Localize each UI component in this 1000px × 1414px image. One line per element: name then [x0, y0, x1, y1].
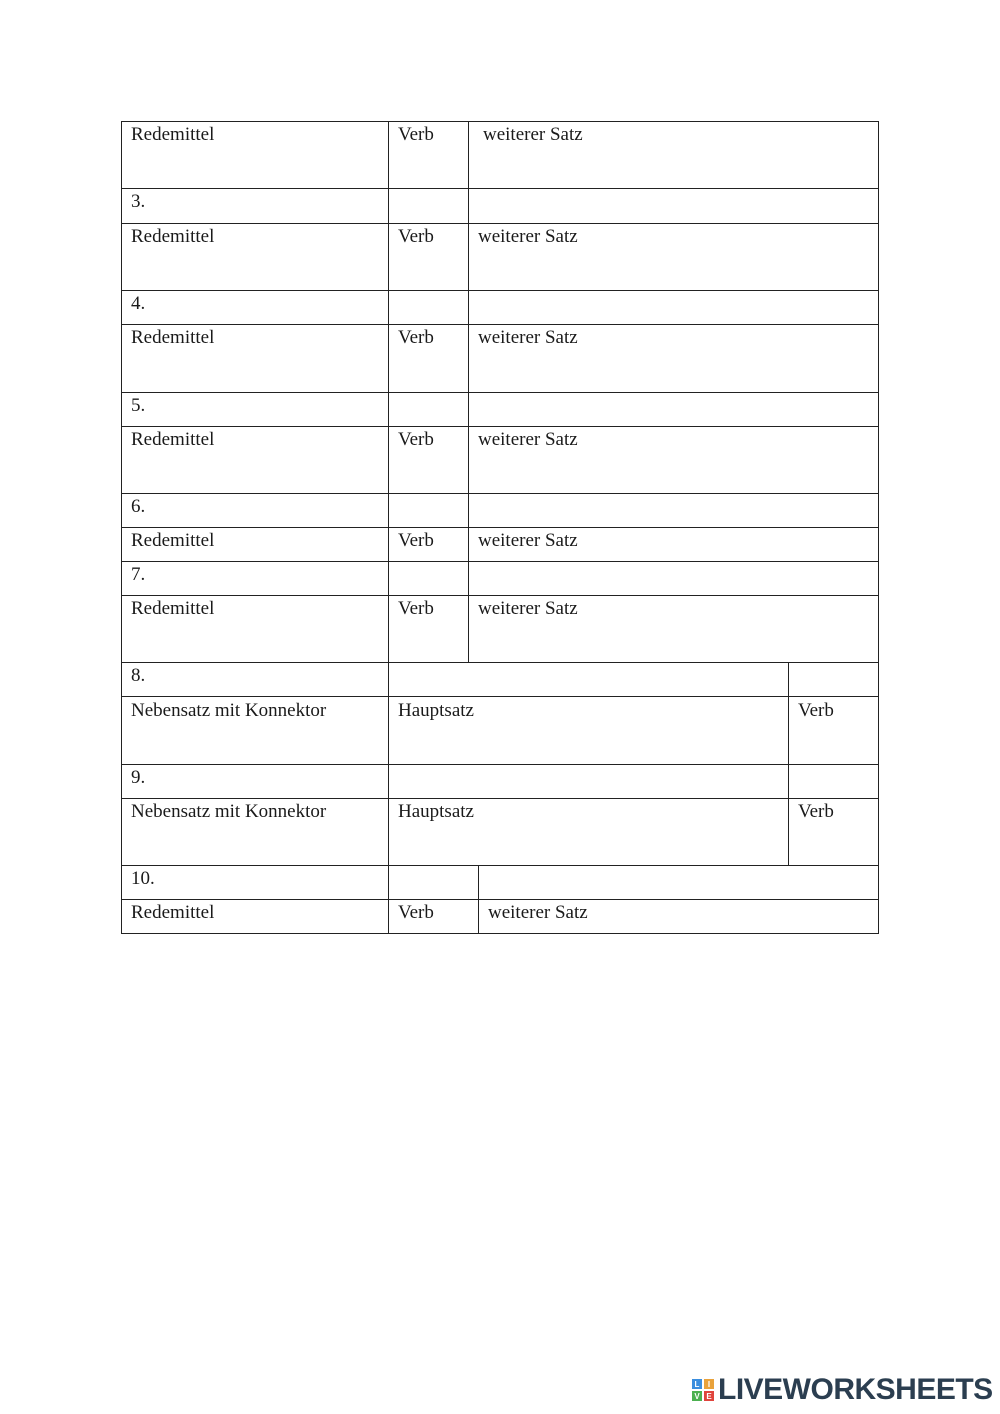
row-divider: [122, 426, 878, 427]
weiterer-satz-label: weiterer Satz: [478, 429, 578, 450]
item-number: 8.: [131, 665, 146, 686]
row-divider: [122, 696, 878, 697]
weiterer-satz-label: weiterer Satz: [488, 902, 588, 923]
item-number: 9.: [131, 767, 146, 788]
row-divider: [122, 764, 878, 765]
row-divider: [122, 324, 878, 325]
logo-letter-icon: V: [692, 1391, 702, 1401]
redemittel-label: Redemittel: [131, 327, 215, 348]
row-divider: [122, 493, 878, 494]
logo-text: LIVEWORKSHEETS: [718, 1373, 993, 1406]
redemittel-label: Redemittel: [131, 530, 215, 551]
weiterer-satz-label: weiterer Satz: [478, 226, 578, 247]
verb-label: Verb: [398, 226, 434, 247]
verb-label: Verb: [798, 700, 834, 721]
worksheet-table: [121, 121, 879, 934]
verb-label: Verb: [398, 530, 434, 551]
verb-label: Verb: [398, 429, 434, 450]
row-divider: [122, 223, 878, 224]
redemittel-label: Redemittel: [131, 429, 215, 450]
verb-label: Verb: [398, 124, 434, 145]
row-divider: [122, 188, 878, 189]
row-divider: [122, 899, 878, 900]
item-number: 3.: [131, 191, 146, 212]
redemittel-label: Redemittel: [131, 902, 215, 923]
weiterer-satz-label: weiterer Satz: [478, 327, 578, 348]
row-divider: [122, 865, 878, 866]
verb-label: Verb: [398, 327, 434, 348]
column-divider: [788, 662, 789, 866]
column-divider: [478, 865, 479, 933]
row-divider: [122, 798, 878, 799]
hauptsatz-label: Hauptsatz: [398, 700, 474, 721]
item-number: 5.: [131, 395, 146, 416]
item-number: 4.: [131, 293, 146, 314]
logo-letter-icon: E: [704, 1391, 714, 1401]
weiterer-satz-label: weiterer Satz: [483, 124, 583, 145]
row-divider: [122, 561, 878, 562]
hauptsatz-label: Hauptsatz: [398, 801, 474, 822]
verb-label: Verb: [798, 801, 834, 822]
logo-letter-icon: L: [692, 1379, 702, 1389]
logo-letter-icon: I: [704, 1379, 714, 1389]
row-divider: [122, 595, 878, 596]
weiterer-satz-label: weiterer Satz: [478, 530, 578, 551]
item-number: 6.: [131, 496, 146, 517]
column-divider: [388, 122, 389, 933]
logo-grid-icon: [692, 1379, 714, 1401]
row-divider: [122, 662, 878, 663]
nebensatz-label: Nebensatz mit Konnektor: [131, 700, 327, 721]
item-number: 10.: [131, 868, 155, 889]
redemittel-label: Redemittel: [131, 598, 215, 619]
row-divider: [122, 527, 878, 528]
nebensatz-label: Nebensatz mit Konnektor: [131, 801, 327, 822]
redemittel-label: Redemittel: [131, 124, 215, 145]
column-divider: [468, 122, 469, 663]
redemittel-label: Redemittel: [131, 226, 215, 247]
liveworksheets-logo: [692, 1374, 993, 1406]
verb-label: Verb: [398, 598, 434, 619]
weiterer-satz-label: weiterer Satz: [478, 598, 578, 619]
row-divider: [122, 392, 878, 393]
row-divider: [122, 290, 878, 291]
verb-label: Verb: [398, 902, 434, 923]
item-number: 7.: [131, 564, 146, 585]
